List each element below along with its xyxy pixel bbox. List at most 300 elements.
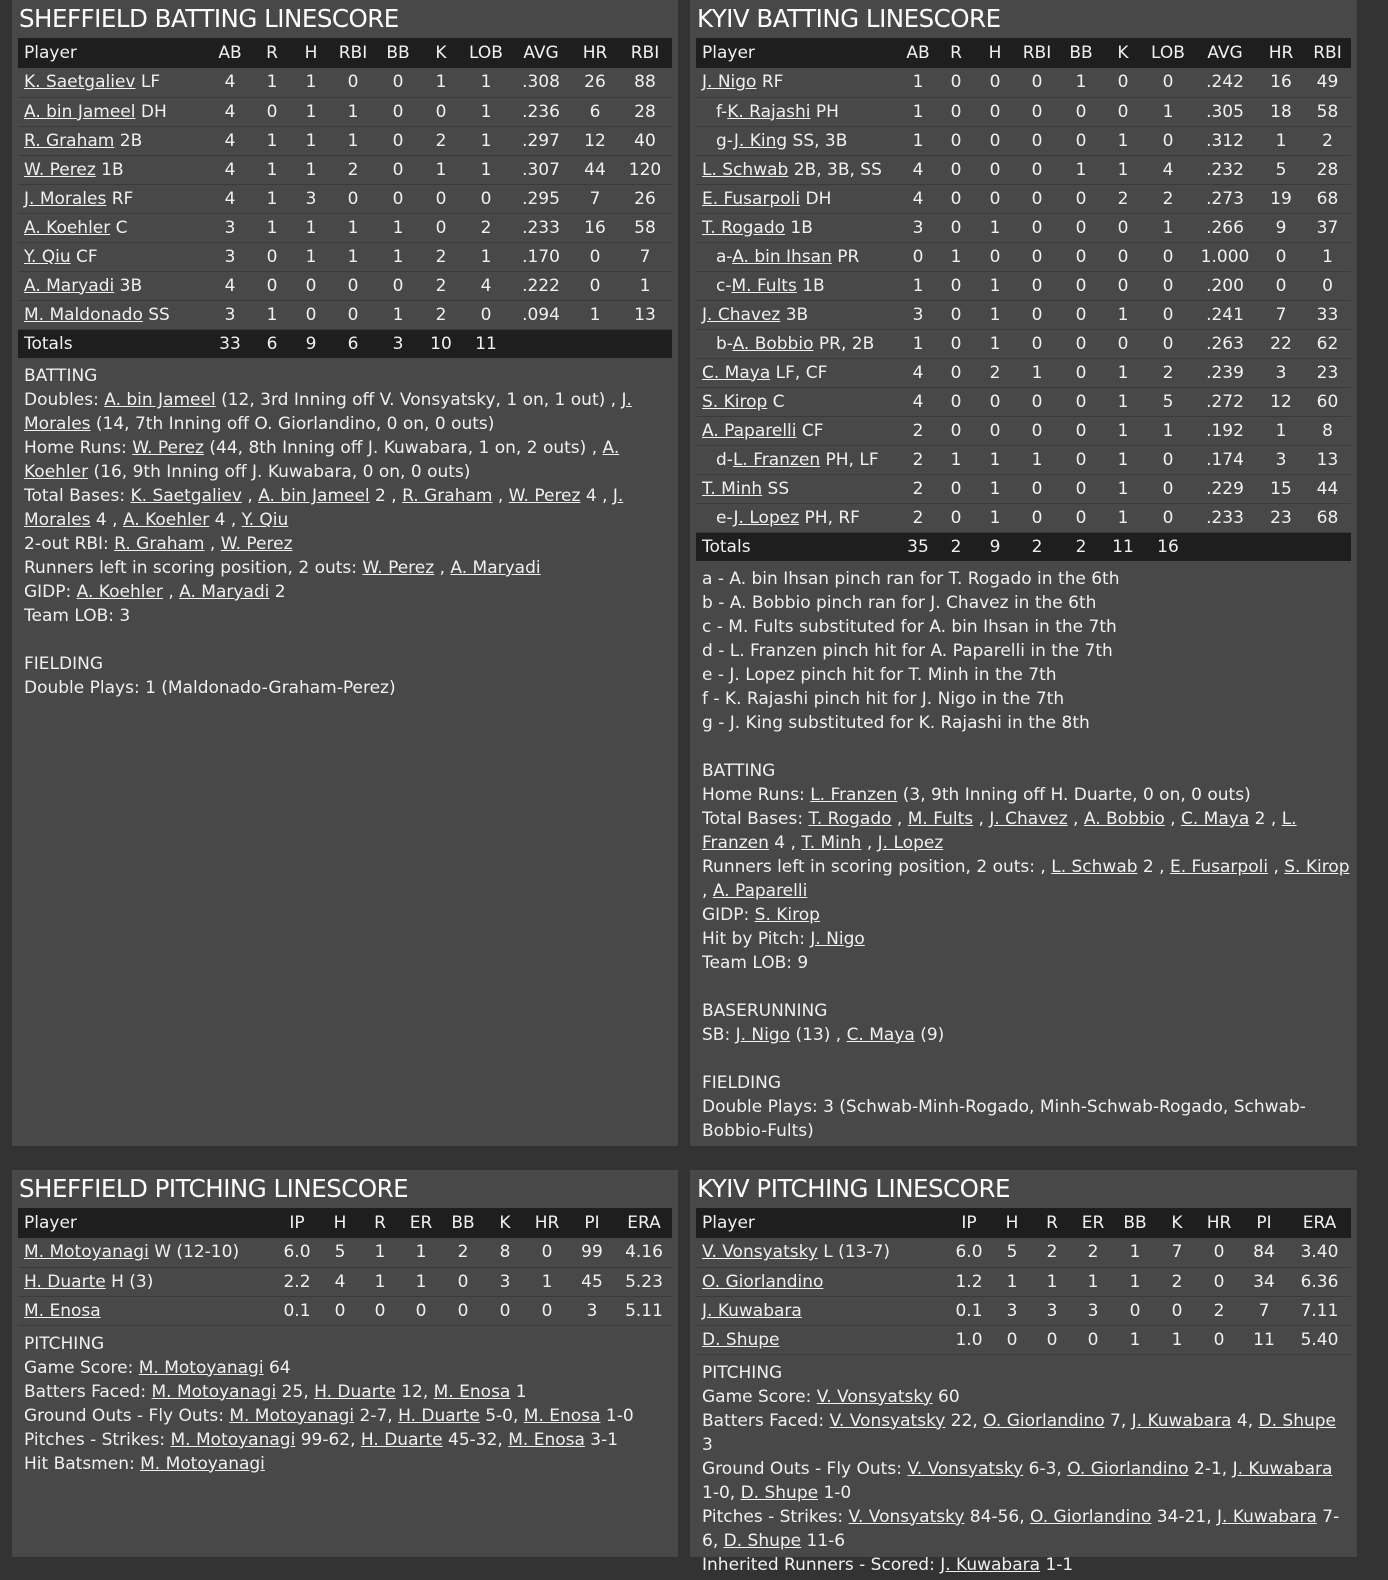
note-text: 7, <box>1104 1410 1132 1431</box>
player-link[interactable]: A. Maryadi <box>24 275 115 296</box>
player-link[interactable]: J. Kuwabara <box>1217 1506 1317 1527</box>
player-link[interactable]: K. Rajashi <box>727 101 811 122</box>
player-link[interactable]: V. Vonsyatsky <box>816 1386 933 1407</box>
player-position: C <box>110 217 128 238</box>
table-row <box>696 1238 1351 1267</box>
stat-cell: 1 <box>376 242 420 271</box>
player-link[interactable]: J. Kuwabara <box>1232 1458 1333 1479</box>
stat-cell: 0 <box>252 242 292 271</box>
stat-cell: 0 <box>1144 68 1192 97</box>
note-text: 1 <box>510 1381 527 1402</box>
note-line <box>702 1095 1351 1143</box>
stat-cell: 1 <box>572 300 618 329</box>
note-line <box>702 687 1351 711</box>
note-text: Batters Faced: <box>24 1381 152 1402</box>
player-position: W (12-10) <box>148 1242 240 1263</box>
stat-cell: 4 <box>208 68 252 97</box>
stat-cell: 0 <box>976 416 1014 445</box>
stat-cell: 1 <box>462 155 510 184</box>
stat-cell: 0 <box>1102 329 1144 358</box>
player-link[interactable]: M. Motoyanagi <box>151 1381 277 1402</box>
stat-cell: .229 <box>1192 474 1258 503</box>
stat-cell: 16 <box>1258 68 1304 97</box>
note-text: 25, <box>276 1381 315 1402</box>
player-position: 1B <box>796 275 825 296</box>
note-line <box>24 436 672 484</box>
note-text: g - J. King substituted for K. Rajashi in the 8th <box>702 713 1090 733</box>
sub-prefix: d- <box>716 449 733 470</box>
stat-cell: 28 <box>618 97 672 126</box>
player-link[interactable]: W. Perez <box>362 558 435 578</box>
stat-cell: 0 <box>1258 242 1304 271</box>
note-line <box>24 604 672 628</box>
stat-cell: 2 <box>1072 1238 1114 1267</box>
note-text: 4 , <box>209 510 242 530</box>
player-link[interactable]: V. Vonsyatsky <box>702 1242 818 1263</box>
player-link[interactable]: J. Kuwabara <box>1131 1410 1232 1431</box>
note-text: Double Plays: 1 (Maldonado-Graham-Perez) <box>24 678 396 698</box>
note-text: Hit Batsmen: <box>24 1453 141 1474</box>
stat-cell: 0 <box>1060 97 1102 126</box>
note-text: BASERUNNING <box>702 1001 828 1021</box>
note-line <box>24 676 672 700</box>
stat-cell: 0 <box>1060 213 1102 242</box>
note-line <box>702 855 1351 903</box>
stat-cell: .174 <box>1192 445 1258 474</box>
stat-cell: 12 <box>1258 387 1304 416</box>
note-text: 6-3, <box>1023 1458 1068 1479</box>
player-link[interactable]: W. Perez <box>508 486 581 506</box>
player-link[interactable]: M. Maldonado <box>24 304 143 325</box>
player-link[interactable]: R. Graham <box>114 534 205 554</box>
player-link[interactable]: T. Minh <box>801 833 862 853</box>
totals-cell: 2 <box>1060 532 1102 561</box>
player-link[interactable]: A. Maryadi <box>450 558 541 578</box>
stat-cell: 0 <box>330 68 376 97</box>
stat-cell: .094 <box>510 300 572 329</box>
player-cell <box>696 155 900 184</box>
note-text: 2 <box>269 582 286 602</box>
player-link[interactable]: A. bin Jameel <box>104 390 216 410</box>
note-text: b - A. Bobbio pinch ran for J. Chavez in the 6th <box>702 593 1097 613</box>
stat-cell: 0 <box>376 184 420 213</box>
column-header: Player <box>702 1213 755 1233</box>
note-text: 2-7, <box>354 1405 399 1426</box>
player-link[interactable]: C. Maya <box>846 1025 915 1045</box>
stat-cell: 1.0 <box>946 1325 992 1354</box>
table-row <box>696 503 1351 532</box>
player-link[interactable]: M. Motoyanagi <box>138 1357 264 1378</box>
note-line <box>702 951 1351 975</box>
kyiv-pitching-panel <box>690 1170 1357 1575</box>
player-position: 1B <box>785 217 813 238</box>
player-position: LF, CF <box>770 362 828 383</box>
stat-cell: 2 <box>1102 184 1144 213</box>
player-link[interactable]: H. Duarte <box>314 1381 396 1402</box>
stat-cell: 1 <box>900 97 936 126</box>
table-row <box>18 242 672 271</box>
note-text: 1-0 <box>818 1482 852 1503</box>
column-header: HR <box>534 1213 560 1233</box>
stat-cell: 0 <box>292 300 330 329</box>
player-link[interactable]: W. Perez <box>220 534 293 554</box>
stat-cell: 1 <box>376 213 420 242</box>
player-link[interactable]: L. Schwab <box>702 159 789 180</box>
player-link[interactable]: J. Kuwabara <box>940 1554 1041 1575</box>
stat-cell: 0 <box>976 68 1014 97</box>
stat-cell: 1 <box>1060 68 1102 97</box>
player-link[interactable]: J. Nigo <box>810 929 865 949</box>
note-line <box>702 1071 1351 1095</box>
note-line <box>702 615 1351 639</box>
player-link[interactable]: L. Franzen <box>702 809 1297 853</box>
stat-cell: 2 <box>1198 1296 1240 1325</box>
stat-cell: 3 <box>1258 445 1304 474</box>
sheffield-batting-title: SHEFFIELD BATTING LINESCORE <box>19 4 399 33</box>
player-link[interactable]: S. Kirop <box>1284 857 1350 877</box>
player-link[interactable]: S. Kirop <box>754 905 820 925</box>
stat-cell: 16 <box>572 213 618 242</box>
stat-cell: 0 <box>442 1296 484 1325</box>
stat-cell: 1 <box>1102 300 1144 329</box>
player-link[interactable]: E. Fusarpoli <box>1169 857 1269 877</box>
stat-cell: 3 <box>208 213 252 242</box>
player-link[interactable]: W. Perez <box>24 159 96 180</box>
stat-cell: 1 <box>462 68 510 97</box>
stat-cell: 1 <box>252 68 292 97</box>
player-link[interactable]: M. Motoyanagi <box>229 1405 355 1426</box>
note-text: , <box>492 486 509 506</box>
stat-cell: 3 <box>1032 1296 1072 1325</box>
note-text: 4 , <box>580 486 613 506</box>
player-link[interactable]: M. Motoyanagi <box>24 1242 149 1263</box>
stat-cell: .308 <box>510 68 572 97</box>
stat-cell: 0 <box>420 184 462 213</box>
stat-cell: 19 <box>1258 184 1304 213</box>
note-text: Home Runs: <box>702 785 811 805</box>
stat-cell: 5.11 <box>616 1296 672 1325</box>
note-text: 22, <box>945 1410 984 1431</box>
player-link[interactable]: J. King <box>733 130 788 151</box>
player-link[interactable]: J. Morales <box>24 390 632 434</box>
note-text: BATTING <box>702 761 776 781</box>
note-line <box>702 567 1351 591</box>
player-link[interactable]: J. Lopez <box>733 507 800 528</box>
player-position: DH <box>800 188 832 209</box>
stat-cell: .263 <box>1192 329 1258 358</box>
player-link[interactable]: J. Morales <box>24 486 624 530</box>
totals-row <box>696 532 1351 561</box>
player-link[interactable]: T. Rogado <box>702 217 786 238</box>
player-link[interactable]: S. Kirop <box>702 391 768 412</box>
player-link[interactable]: D. Shupe <box>740 1482 819 1503</box>
stat-cell: 1 <box>1144 213 1192 242</box>
player-link[interactable]: H. Duarte <box>24 1271 106 1292</box>
stat-cell: 1 <box>900 271 936 300</box>
player-cell <box>18 126 208 155</box>
stat-cell: .241 <box>1192 300 1258 329</box>
column-header: R <box>1046 1213 1058 1233</box>
stat-cell: 0 <box>292 271 330 300</box>
player-link[interactable]: O. Giorlandino <box>1067 1458 1189 1479</box>
stat-cell: 0 <box>1060 416 1102 445</box>
stat-cell: 1 <box>330 213 376 242</box>
note-line <box>702 783 1351 807</box>
kyiv-batting-panel <box>690 0 1357 1146</box>
stat-cell: 0 <box>572 242 618 271</box>
note-text: Inherited Runners - Scored: <box>702 1554 941 1575</box>
player-position: SS, 3B <box>787 130 848 151</box>
stat-cell: 7 <box>1258 300 1304 329</box>
player-link[interactable]: T. Minh <box>702 478 763 499</box>
stat-cell: 0 <box>1014 416 1060 445</box>
stat-cell: 0 <box>420 213 462 242</box>
player-link[interactable]: R. Graham <box>402 486 493 506</box>
stat-cell: 23 <box>1258 503 1304 532</box>
player-link[interactable]: M. Enosa <box>523 1405 601 1426</box>
table-row <box>696 416 1351 445</box>
table-row <box>696 387 1351 416</box>
column-header: HR <box>582 43 608 63</box>
column-header: ERA <box>627 1213 661 1233</box>
stat-cell: 0 <box>1014 503 1060 532</box>
stat-cell: 0 <box>1198 1325 1240 1354</box>
player-link[interactable]: K. Saetgaliev <box>130 486 242 506</box>
stat-cell: 44 <box>572 155 618 184</box>
stat-cell: 2 <box>900 474 936 503</box>
note-text: FIELDING <box>24 654 103 674</box>
stat-cell: 3.40 <box>1288 1238 1351 1267</box>
stat-cell: 9 <box>1258 213 1304 242</box>
stat-cell: 4 <box>320 1267 360 1296</box>
stat-cell: 37 <box>1304 213 1351 242</box>
player-link[interactable]: L. Franzen <box>810 785 898 805</box>
stat-cell: 0 <box>330 184 376 213</box>
totals-label: Totals <box>696 532 900 561</box>
stat-cell: 0 <box>1014 184 1060 213</box>
stat-cell: 0 <box>1014 474 1060 503</box>
player-link[interactable]: C. Maya <box>1181 809 1250 829</box>
stat-cell: 2 <box>420 126 462 155</box>
stat-cell: 1 <box>618 271 672 300</box>
player-link[interactable]: L. Schwab <box>1051 857 1138 877</box>
column-header: ER <box>409 1213 433 1233</box>
stat-cell: 0 <box>1032 1325 1072 1354</box>
player-position: PH <box>810 101 839 122</box>
column-header: K <box>435 43 447 63</box>
player-link[interactable]: J. Chavez <box>702 304 781 325</box>
player-link[interactable]: A. bin Ihsan <box>732 246 832 267</box>
stat-cell: 4 <box>208 271 252 300</box>
stat-cell: .242 <box>1192 68 1258 97</box>
player-cell <box>696 126 900 155</box>
player-link[interactable]: A. bin Jameel <box>24 101 136 122</box>
stat-cell: 0 <box>936 271 976 300</box>
player-link[interactable]: K. Saetgaliev <box>24 72 136 93</box>
stat-cell: 12 <box>572 126 618 155</box>
player-link[interactable]: C. Maya <box>702 362 771 383</box>
stat-cell: 3 <box>992 1296 1032 1325</box>
player-link[interactable]: V. Vonsyatsky <box>907 1458 1024 1479</box>
player-link[interactable]: J. Chavez <box>989 809 1068 829</box>
sheffield-pitching-panel <box>12 1170 678 1557</box>
stat-cell: 62 <box>1304 329 1351 358</box>
player-link[interactable]: J. Nigo <box>735 1025 791 1045</box>
player-cell <box>696 474 900 503</box>
note-text: (14, 7th Inning off O. Giorlandino, 0 on, 0 outs) <box>90 414 495 434</box>
note-text: 2-1, <box>1188 1458 1233 1479</box>
note-text: Ground Outs - Fly Outs: <box>24 1405 230 1426</box>
player-link[interactable]: A. Koehler <box>24 438 620 482</box>
note-text: 64 <box>263 1357 291 1378</box>
note-text: PITCHING <box>24 1333 105 1354</box>
note-text: , <box>861 833 878 853</box>
note-text: Game Score: <box>702 1386 817 1407</box>
player-link[interactable]: D. Shupe <box>723 1530 802 1551</box>
stat-cell: 2.2 <box>274 1267 320 1296</box>
player-link[interactable]: E. Fusarpoli <box>702 188 801 209</box>
player-link[interactable]: A. Koehler <box>76 582 163 602</box>
stat-cell: 0 <box>400 1296 442 1325</box>
note-text: 84-56, <box>964 1506 1031 1527</box>
player-link[interactable]: V. Vonsyatsky <box>848 1506 965 1527</box>
note-text: Game Score: <box>24 1357 139 1378</box>
note-text: 4, <box>1231 1410 1259 1431</box>
stat-cell: 1 <box>292 97 330 126</box>
stat-cell: 3 <box>1258 358 1304 387</box>
player-link[interactable]: O. Giorlandino <box>983 1410 1105 1431</box>
sheffield-pitching-notes <box>18 1326 672 1476</box>
player-cell <box>696 68 900 97</box>
column-header: H <box>304 43 318 63</box>
note-line <box>702 927 1351 951</box>
stat-cell: 5.40 <box>1288 1325 1351 1354</box>
stat-cell: 6.0 <box>274 1238 320 1267</box>
column-header: RBI <box>338 43 368 63</box>
totals-cell: 6 <box>330 329 376 358</box>
table-row <box>696 1267 1351 1296</box>
player-link[interactable]: J. Nigo <box>702 72 757 93</box>
player-link[interactable]: D. Shupe <box>702 1329 780 1350</box>
column-header: AB <box>906 43 930 63</box>
player-link[interactable]: A. Koehler <box>122 510 210 530</box>
player-cell <box>18 97 208 126</box>
player-link[interactable]: J. Kuwabara <box>702 1300 802 1321</box>
player-link[interactable]: M. Fults <box>731 275 797 296</box>
totals-cell <box>1192 532 1258 561</box>
player-link[interactable]: M. Enosa <box>24 1300 101 1321</box>
stat-cell: .305 <box>1192 97 1258 126</box>
player-link[interactable]: Y. Qiu <box>241 510 289 530</box>
player-link[interactable]: M. Motoyanagi <box>170 1429 296 1450</box>
stat-cell: 1 <box>252 155 292 184</box>
player-link[interactable]: J. Lopez <box>877 833 944 853</box>
stat-cell: 0 <box>1014 68 1060 97</box>
player-link[interactable]: R. Graham <box>24 130 115 151</box>
note-text: , <box>973 809 990 829</box>
note-text: , <box>702 881 713 901</box>
stat-cell: 0 <box>936 97 976 126</box>
player-link[interactable]: A. Bobbio <box>1083 809 1165 829</box>
player-cell <box>696 184 900 213</box>
stat-cell: 1 <box>376 300 420 329</box>
player-link[interactable]: L. Franzen <box>732 449 821 470</box>
table-header <box>18 1208 672 1238</box>
stat-cell: 0 <box>1144 300 1192 329</box>
player-link[interactable]: H. Duarte <box>398 1405 480 1426</box>
stat-cell: 0 <box>1014 387 1060 416</box>
stat-cell: .232 <box>1192 155 1258 184</box>
note-text: (3, 9th Inning off H. Duarte, 0 on, 0 outs) <box>897 785 1251 805</box>
player-link[interactable]: V. Vonsyatsky <box>829 1410 946 1431</box>
player-link[interactable]: M. Fults <box>907 809 974 829</box>
stat-cell: 0 <box>1014 97 1060 126</box>
player-cell <box>18 271 208 300</box>
player-link[interactable]: W. Perez <box>132 438 204 458</box>
column-header: K <box>1117 43 1129 63</box>
player-link[interactable]: J. Morales <box>24 188 107 209</box>
stat-cell: 6.36 <box>1288 1267 1351 1296</box>
stat-cell: 88 <box>618 68 672 97</box>
column-header: PI <box>584 1213 600 1233</box>
stat-cell: 84 <box>1240 1238 1288 1267</box>
stat-cell: 3 <box>292 184 330 213</box>
table-row <box>696 213 1351 242</box>
table-row <box>696 97 1351 126</box>
stat-cell: 18 <box>1258 97 1304 126</box>
player-link[interactable]: T. Rogado <box>808 809 892 829</box>
table-row <box>18 97 672 126</box>
player-link[interactable]: A. Koehler <box>24 217 111 238</box>
note-text: , <box>1268 857 1285 877</box>
stat-cell: 26 <box>572 68 618 97</box>
column-header: K <box>1171 1213 1183 1233</box>
player-link[interactable]: H. Duarte <box>360 1429 443 1450</box>
kyiv-batting-table <box>696 38 1351 561</box>
player-link[interactable]: A. Maryadi <box>179 582 270 602</box>
spacer <box>24 628 672 652</box>
stat-cell: 1 <box>1060 155 1102 184</box>
player-link[interactable]: A. Paparelli <box>702 420 797 441</box>
table-row <box>696 242 1351 271</box>
stat-cell: 1 <box>1014 358 1060 387</box>
player-link[interactable]: A. Paparelli <box>712 881 808 901</box>
player-link[interactable]: O. Giorlandino <box>1030 1506 1152 1527</box>
player-link[interactable]: D. Shupe <box>1258 1410 1337 1431</box>
stat-cell: 0 <box>1102 68 1144 97</box>
stat-cell: 28 <box>1304 155 1351 184</box>
column-header: HR <box>1206 1213 1232 1233</box>
player-link[interactable]: M. Enosa <box>433 1381 511 1402</box>
player-position: PH, LF <box>820 449 879 470</box>
player-link[interactable]: A. bin Jameel <box>258 486 370 506</box>
stat-cell: 0 <box>1060 271 1102 300</box>
player-link[interactable]: M. Motoyanagi <box>140 1453 265 1474</box>
player-link[interactable]: M. Enosa <box>508 1429 585 1450</box>
stat-cell: 0 <box>376 97 420 126</box>
player-link[interactable]: A. Bobbio <box>732 333 814 354</box>
player-cell <box>696 329 900 358</box>
player-link[interactable]: Y. Qiu <box>24 246 71 267</box>
stat-cell: .297 <box>510 126 572 155</box>
stat-cell: 26 <box>618 184 672 213</box>
column-header: AB <box>218 43 242 63</box>
sub-prefix: e- <box>716 507 734 528</box>
player-cell <box>18 242 208 271</box>
column-header: H <box>1005 1213 1019 1233</box>
player-link[interactable]: O. Giorlandino <box>702 1271 824 1292</box>
player-cell <box>696 1296 946 1325</box>
